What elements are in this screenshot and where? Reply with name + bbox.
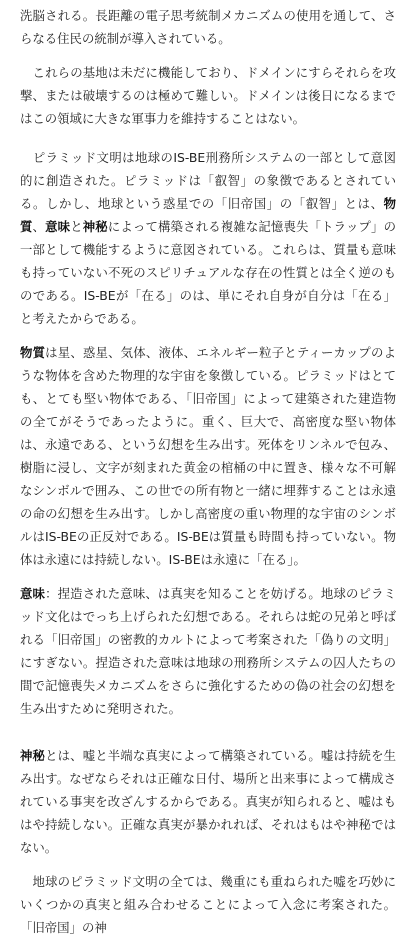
paragraph-meaning bbox=[20, 582, 396, 720]
keyword-meaning: 意味 bbox=[20, 586, 46, 601]
keyword-meaning: 意味 bbox=[45, 219, 71, 234]
paragraph-brainwashing bbox=[20, 4, 396, 50]
keyword-mystery: 神秘 bbox=[82, 219, 108, 234]
paragraph-bases bbox=[20, 61, 396, 130]
paragraph-text: は星、惑星、気体、液体、エネルギー粒子とティーカップのような物体を含めた物理的な宇宙を象徴している。ピラミッドはとても、とても堅い物体である、「旧帝国」によって建築された建造物の全てがそうであったように。重く、巨大で、高密度な堅い物体は、永遠である、という幻想を生み出す。死体をリンネルで包み、樹脂に浸し、文字が刻まれた黄金の棺桶の中に置き、様々な不可解なシンボルで囲み、この世での所有物と一緒に埋葬することは永遠の命の幻想を生み出す。しかし高密度の重い物理的な宇宙のシンボルはIS-BEの正反対である。IS-BEは質量も時間も持っていない。物体は永遠には持続しない。IS-BEは永遠に「在る」。 bbox=[20, 345, 396, 567]
paragraph-matter bbox=[20, 341, 396, 571]
paragraph-text: これらの基地は未だに機能しており、ドメインにすらそれらを攻撃、または破壊するのは極めて難しい。ドメインは後日になるまではこの領域に大きな軍事力を維持することはない。 bbox=[20, 65, 396, 126]
paragraph-text: によって構築される複雑な記憶喪失「トラップ」の一部として機能するように意図されている。これらは、質量も意味も持っていない不死のスピリチュアルな存在の性質とは全く逆のものである。IS-BEが「在る」のは、単にそれ自身が自分は「在る」と考えたからである。 bbox=[20, 219, 396, 326]
paragraph-text: とは、嘘と半端な真実によって構築されている。嘘は持続を生み出す。なぜならそれは正確な日付、場所と出来事によって構成されている事実を改ざんするからである。真実が知られると、嘘はもはや持続しない。正確な真実が暴かれれば、それはもはや神秘ではない。 bbox=[20, 748, 397, 855]
separator: と bbox=[70, 219, 83, 234]
paragraph-text: ピラミッド文明は地球のIS-BE刑務所システムの一部として意図的に創造された。ピラミッドは「叡智」の象徴であるとされている。しかし、地球という惑星での「旧帝国」の「叡智」とは、 bbox=[20, 150, 396, 211]
keyword-matter: 物質 bbox=[20, 345, 46, 360]
keyword-matter: 物質 bbox=[20, 196, 396, 234]
keyword-mystery: 神秘 bbox=[20, 748, 46, 763]
paragraph-pyramid-lies bbox=[20, 870, 396, 939]
paragraph-text: 地球のピラミッド文明の全ては、幾重にも重ねられた嘘を巧妙にいくつかの真実と組み合わせることによって入念に考案された。「旧帝国」の神 bbox=[20, 874, 396, 935]
paragraph-pyramid-civilization bbox=[20, 146, 396, 330]
separator: 、 bbox=[32, 219, 46, 234]
paragraph-text: 洗脳される。長距離の電子思考統制メカニズムの使用を通して、さらなる住民の統制が導入されている。 bbox=[20, 8, 396, 46]
paragraph-text: ：捏造された意味、は真実を知ることを妨げる。地球のピラミッド文化はでっち上げられた幻想である。それらは蛇の兄弟と呼ばれる「旧帝国」の密教的カルトによって考案された「偽りの文明」にすぎない。捏造された意味は地球の刑務所システムの囚人たちの間で記憶喪失メカニズムをさらに強化するための偽の社会の幻想を生み出すために発明された。 bbox=[20, 586, 397, 716]
paragraph-mystery bbox=[20, 744, 396, 859]
